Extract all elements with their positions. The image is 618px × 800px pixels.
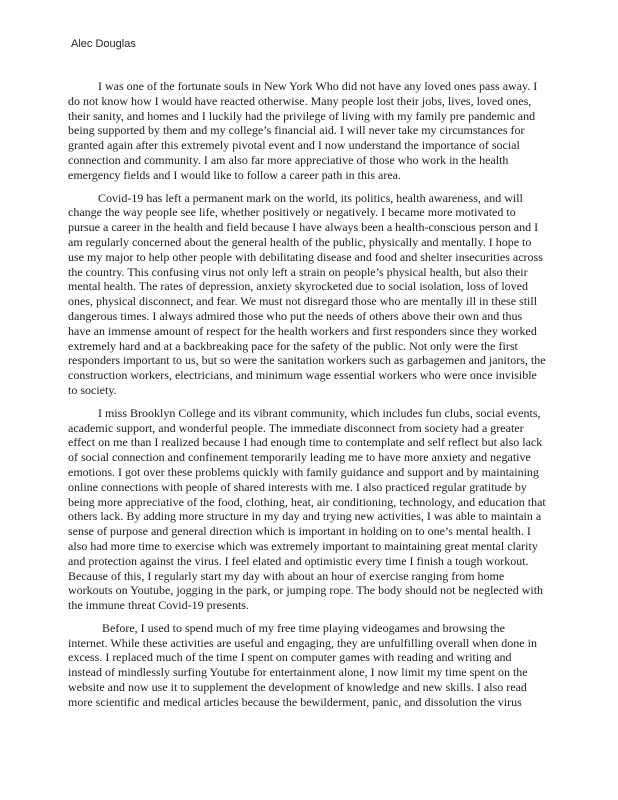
essay-paragraph: I miss Brooklyn College and its vibrant community, which includes fun clubs, social events, academic support, and wonderful people. The immediate disconnect from society had a greater effect on me than I realized because I had enough time to contemplate and self reflect but also lack of social connection and confinement temporarily leading me to have more anxiety and negative emotions. I got over these problems quickly with family guidance and support and by maintaining online connections with people of shared interests with me. I also practiced regular gratitude by being more appreciative of the food, clothing, heat, air conditioning, technology, and education that others lack. By adding more structure in my day and trying new activities, I was able to maintain a sense of purpose and general direction which is important in holding on to one’s mental health. I also had more time to exercise which was extremely important to maintaining great mental clarity and protection against the virus. I feel elated and optimistic every time I finish a tough workout. Because of this, I regularly start my day with about an hour of exercise ranging from home workouts on Youtube, jogging in the park, or jumping rope. The body should not be neglected with the immune threat Covid-19 presents. — [68, 405, 546, 613]
essay-paragraph: I was one of the fortunate souls in New York Who did not have any loved ones pass away. I do not know how I would have reacted otherwise. Many people lost their jobs, lives, loved ones, their sanity, and homes and I luckily had the privilege of living with my family pre pandemic and being supported by them and my college’s financial aid. I will never take my circumstances for granted again after this extremely pivotal event and I now understand the importance of social connection and community. I am also far more appreciative of those who work in the health emergency fields and I would like to follow a career path in this area. — [68, 79, 538, 182]
essay-body — [68, 79, 546, 710]
essay-paragraph: Before, I used to spend much of my free time playing videogames and browsing the internet. While these activities are useful and engaging, they are unfulfilling overall when done in excess. I replaced much of the time I spent on computer games with reading and writing and instead of mindlessly surfing Youtube for entertainment alone, I now limit my time spent on the website and now use it to supplement the development of knowledge and new skills. I also read more scientific and medical articles because the bewilderment, panic, and dissolution the virus — [68, 620, 537, 709]
essay-paragraph: Covid-19 has left a permanent mark on the world, its politics, health awareness, and will change the way people see life, whether positively or negatively. I became more motivated to pursue a career in the health and field because I have always been a health-conscious person and I am regularly concerned about the general health of the public, physically and mentally. I hope to use my major to help other people with debilitating disease and food and shelter insecurities across the country. This confusing virus not only left a strain on people’s physical health, but also their mental health. The rates of depression, anxiety skyrocketed due to social isolation, loss of loved ones, physical disconnect, and fear. We must not disregard those who are mentally ill in these still dangerous times. I always admired those who put the needs of others above their own and thus have an immense amount of respect for the health workers and first responders since they worked extremely hard and at a backbreaking pace for the safety of the public. Not only were the first responders important to us, but so were the sanitation workers such as garbagemen and janitors, the construction workers, electricians, and minimum wage essential workers who were once invisible to society. — [68, 190, 546, 397]
author-name: Alec Douglas — [71, 38, 136, 50]
